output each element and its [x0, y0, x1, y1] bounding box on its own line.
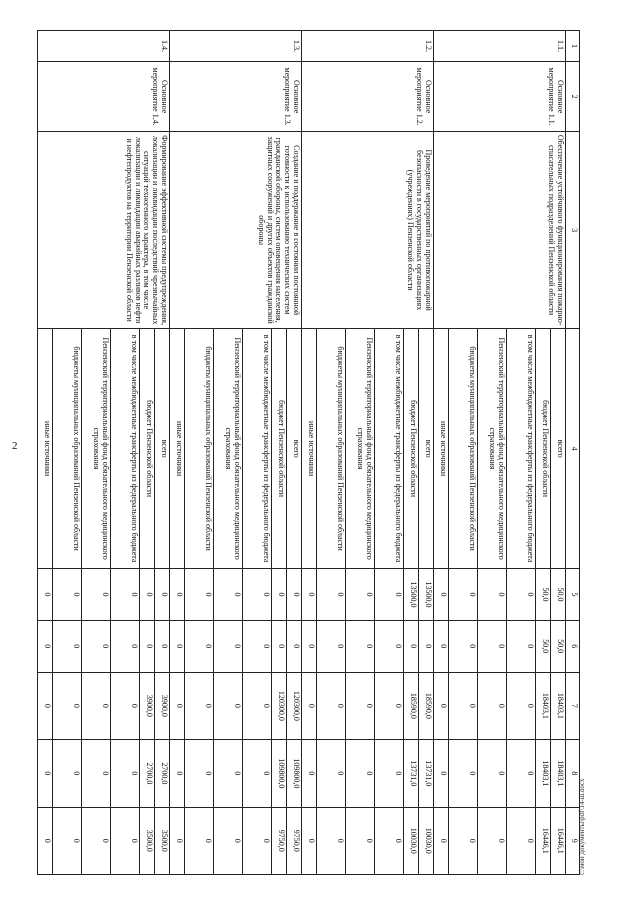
funding-source: бюджеты муниципальных образований Пензенской области — [53, 329, 82, 569]
funding-source: Пензенский территориальный фонд обязательного медицинского страхования — [214, 329, 243, 569]
amount-cell: 0 — [140, 620, 155, 672]
amount-cell: 0 — [507, 672, 536, 739]
event-type: Основное мероприятие 1.1. — [434, 62, 566, 132]
amount-cell: 2700,0 — [155, 740, 170, 807]
event-title: Обеспечение устойчивого функционирования пожарно-спасательных подразделений Пензенской области — [434, 132, 566, 329]
amount-cell: 109800,0 — [287, 740, 302, 807]
amount-cell: 0 — [185, 672, 214, 739]
funding-source: всего — [287, 329, 302, 569]
amount-cell: 0 — [243, 569, 272, 621]
event-type: Основное мероприятие 1.3. — [170, 62, 302, 132]
funding-source: всего — [155, 329, 170, 569]
amount-cell: 0 — [346, 620, 375, 672]
amount-cell: 0 — [214, 620, 243, 672]
amount-cell: 0 — [272, 569, 287, 621]
amount-cell: 0 — [419, 620, 434, 672]
amount-cell: 120300,0 — [287, 672, 302, 739]
event-title: Проведение мероприятий по противопожарной безопасности в государственных организациях (учреждениях) Пензенской области — [302, 132, 434, 329]
event-type: Основное мероприятие 1.2. — [302, 62, 434, 132]
table-row — [287, 31, 302, 875]
amount-cell: 0 — [111, 620, 140, 672]
amount-cell: 0 — [302, 740, 317, 807]
funding-source: Пензенский территориальный фонд обязательного медицинского страхования — [346, 329, 375, 569]
amount-cell: 0 — [449, 740, 478, 807]
amount-cell: 0 — [53, 620, 82, 672]
amount-cell: 0 — [317, 569, 346, 621]
funding-source: бюджет Пензенской области — [140, 329, 155, 569]
funding-source: бюджеты муниципальных образований Пензенской области — [449, 329, 478, 569]
funding-source: бюджет Пензенской области — [404, 329, 419, 569]
amount-cell: 13500,0 — [419, 569, 434, 621]
amount-cell: 16446,1 — [536, 807, 551, 874]
funding-source: Пензенский территориальный фонд обязательного медицинского страхования — [478, 329, 507, 569]
amount-cell: 0 — [346, 740, 375, 807]
amount-cell: 3900,0 — [155, 672, 170, 739]
amount-cell: 0 — [214, 740, 243, 807]
amount-cell: 0 — [375, 569, 404, 621]
amount-cell: 0 — [53, 740, 82, 807]
amount-cell: 0 — [478, 620, 507, 672]
amount-cell: 0 — [170, 672, 185, 739]
amount-cell: 3500,0 — [155, 807, 170, 874]
column-number-row — [566, 31, 580, 875]
amount-cell: 0 — [434, 620, 449, 672]
amount-cell: 0 — [38, 740, 53, 807]
amount-cell: 0 — [170, 569, 185, 621]
funding-source: бюджет Пензенской области — [536, 329, 551, 569]
amount-cell: 0 — [375, 807, 404, 874]
amount-cell: 0 — [478, 672, 507, 739]
amount-cell: 10030,0 — [404, 807, 419, 874]
amount-cell: 0 — [111, 672, 140, 739]
amount-cell: 0 — [434, 740, 449, 807]
row-number: 1.1. — [434, 31, 566, 62]
amount-cell: 0 — [243, 740, 272, 807]
amount-cell: 0 — [82, 620, 111, 672]
amount-cell: 0 — [449, 672, 478, 739]
amount-cell: 0 — [375, 740, 404, 807]
funding-source: Пензенский территориальный фонд обязательного медицинского страхования — [82, 329, 111, 569]
amount-cell: 0 — [243, 672, 272, 739]
column-header: 8 — [566, 740, 580, 807]
amount-cell: 0 — [434, 807, 449, 874]
amount-cell: 0 — [434, 569, 449, 621]
financing-table — [37, 30, 580, 875]
event-title: Создание и поддержание в состоянии постоянной готовности к использованию технических систем гражданской обороны, систем оповещения населения, защитных сооружений и других объектов гражданской обороны — [170, 132, 302, 329]
row-number: 1.2. — [302, 31, 434, 62]
funding-source: в том числе межбюджетные трансферты из федерального бюджета — [111, 329, 140, 569]
amount-cell: 0 — [214, 569, 243, 621]
amount-cell: 0 — [302, 569, 317, 621]
amount-cell: 0 — [375, 672, 404, 739]
amount-cell: 0 — [478, 807, 507, 874]
funding-source: иные источники — [302, 329, 317, 569]
amount-cell: 0 — [317, 672, 346, 739]
amount-cell: 3500,0 — [140, 807, 155, 874]
column-header: 6 — [566, 620, 580, 672]
funding-source: в том числе межбюджетные трансферты из федерального бюджета — [375, 329, 404, 569]
table-body — [38, 31, 566, 875]
amount-cell: 16446,1 — [551, 807, 566, 874]
amount-cell: 0 — [302, 672, 317, 739]
amount-cell: 0 — [317, 740, 346, 807]
amount-cell: 0 — [170, 620, 185, 672]
amount-cell: 0 — [185, 620, 214, 672]
funding-source: бюджеты муниципальных образований Пензенской области — [185, 329, 214, 569]
amount-cell: 0 — [346, 807, 375, 874]
amount-cell: 0 — [346, 672, 375, 739]
amount-cell: 3900,0 — [140, 672, 155, 739]
amount-cell: 50,0 — [536, 569, 551, 621]
amount-cell: 0 — [53, 807, 82, 874]
amount-cell: 120300,0 — [272, 672, 287, 739]
amount-cell: 0 — [243, 620, 272, 672]
funding-source: всего — [551, 329, 566, 569]
amount-cell: 0 — [375, 620, 404, 672]
amount-cell: 50,0 — [536, 620, 551, 672]
amount-cell: 13731,0 — [419, 740, 434, 807]
rotated-table-area — [35, 30, 580, 875]
page-number: 2 — [12, 440, 18, 452]
amount-cell: 0 — [38, 807, 53, 874]
amount-cell: 0 — [434, 672, 449, 739]
amount-cell: 0 — [170, 740, 185, 807]
funding-source: в том числе межбюджетные трансферты из федерального бюджета — [243, 329, 272, 569]
amount-cell: 0 — [82, 672, 111, 739]
table-row — [551, 31, 566, 875]
amount-cell: 50,0 — [551, 569, 566, 621]
amount-cell: 0 — [111, 569, 140, 621]
event-title: Формирование эффективной системы предупреждения, локализации и ликвидации последствий чрезвычайных ситуаций техногенного характера, в том числе локализации и ликвидации аварийных разливов нефти и нефтепродуктов на территории Пензенской области — [38, 132, 170, 329]
amount-cell: 0 — [507, 620, 536, 672]
amount-cell: 0 — [82, 740, 111, 807]
funding-source: бюджет Пензенской области — [272, 329, 287, 569]
column-header: 3 — [566, 132, 580, 329]
amount-cell: 0 — [38, 672, 53, 739]
amount-cell: 0 — [302, 620, 317, 672]
column-header: 2 — [566, 62, 580, 132]
amount-cell: 0 — [449, 620, 478, 672]
funding-source: иные источники — [38, 329, 53, 569]
amount-cell: 50,0 — [551, 620, 566, 672]
column-header: 9 — [566, 807, 580, 874]
amount-cell: 0 — [214, 807, 243, 874]
amount-cell: 9750,0 — [272, 807, 287, 874]
amount-cell: 0 — [170, 807, 185, 874]
amount-cell: 0 — [185, 740, 214, 807]
amount-cell: 18403,1 — [536, 740, 551, 807]
amount-cell: 0 — [449, 569, 478, 621]
amount-cell: 18590,0 — [404, 672, 419, 739]
footer-file-path: c:\мои документы\pdf\14-ш.docx — [578, 778, 586, 875]
funding-source: иные источники — [170, 329, 185, 569]
amount-cell: 0 — [53, 569, 82, 621]
amount-cell: 13731,0 — [404, 740, 419, 807]
amount-cell: 0 — [478, 740, 507, 807]
amount-cell: 0 — [243, 807, 272, 874]
amount-cell: 0 — [507, 807, 536, 874]
amount-cell: 2700,0 — [140, 740, 155, 807]
footer — [578, 0, 600, 905]
funding-source: в том числе межбюджетные трансферты из федерального бюджета — [507, 329, 536, 569]
amount-cell: 0 — [38, 569, 53, 621]
row-number: 1.4. — [38, 31, 170, 62]
amount-cell: 0 — [478, 569, 507, 621]
amount-cell: 0 — [82, 807, 111, 874]
column-header: 7 — [566, 672, 580, 739]
amount-cell: 0 — [507, 740, 536, 807]
amount-cell: 0 — [287, 569, 302, 621]
amount-cell: 0 — [507, 569, 536, 621]
amount-cell: 0 — [82, 569, 111, 621]
amount-cell: 9750,0 — [287, 807, 302, 874]
amount-cell: 0 — [317, 620, 346, 672]
amount-cell: 18590,0 — [419, 672, 434, 739]
amount-cell: 18403,1 — [551, 672, 566, 739]
amount-cell: 109800,0 — [272, 740, 287, 807]
column-header: 4 — [566, 329, 580, 569]
amount-cell: 0 — [404, 620, 419, 672]
amount-cell: 13500,0 — [404, 569, 419, 621]
event-type: Основное мероприятие 1.4. — [38, 62, 170, 132]
amount-cell: 0 — [111, 807, 140, 874]
amount-cell: 18403,1 — [551, 740, 566, 807]
amount-cell: 0 — [214, 672, 243, 739]
amount-cell: 0 — [111, 740, 140, 807]
amount-cell: 0 — [346, 569, 375, 621]
row-number: 1.3. — [170, 31, 302, 62]
table-row — [419, 31, 434, 875]
funding-source: иные источники — [434, 329, 449, 569]
table-row — [155, 31, 170, 875]
amount-cell: 18403,1 — [536, 672, 551, 739]
amount-cell: 0 — [287, 620, 302, 672]
amount-cell: 0 — [140, 569, 155, 621]
amount-cell: 0 — [155, 569, 170, 621]
amount-cell: 0 — [185, 569, 214, 621]
amount-cell: 0 — [317, 807, 346, 874]
column-header: 1 — [566, 31, 580, 62]
amount-cell: 0 — [53, 672, 82, 739]
amount-cell: 0 — [272, 620, 287, 672]
amount-cell: 0 — [155, 620, 170, 672]
column-header: 5 — [566, 569, 580, 621]
funding-source: бюджеты муниципальных образований Пензенской области — [317, 329, 346, 569]
amount-cell: 10030,0 — [419, 807, 434, 874]
amount-cell: 0 — [302, 807, 317, 874]
amount-cell: 0 — [449, 807, 478, 874]
amount-cell: 0 — [38, 620, 53, 672]
funding-source: всего — [419, 329, 434, 569]
amount-cell: 0 — [185, 807, 214, 874]
